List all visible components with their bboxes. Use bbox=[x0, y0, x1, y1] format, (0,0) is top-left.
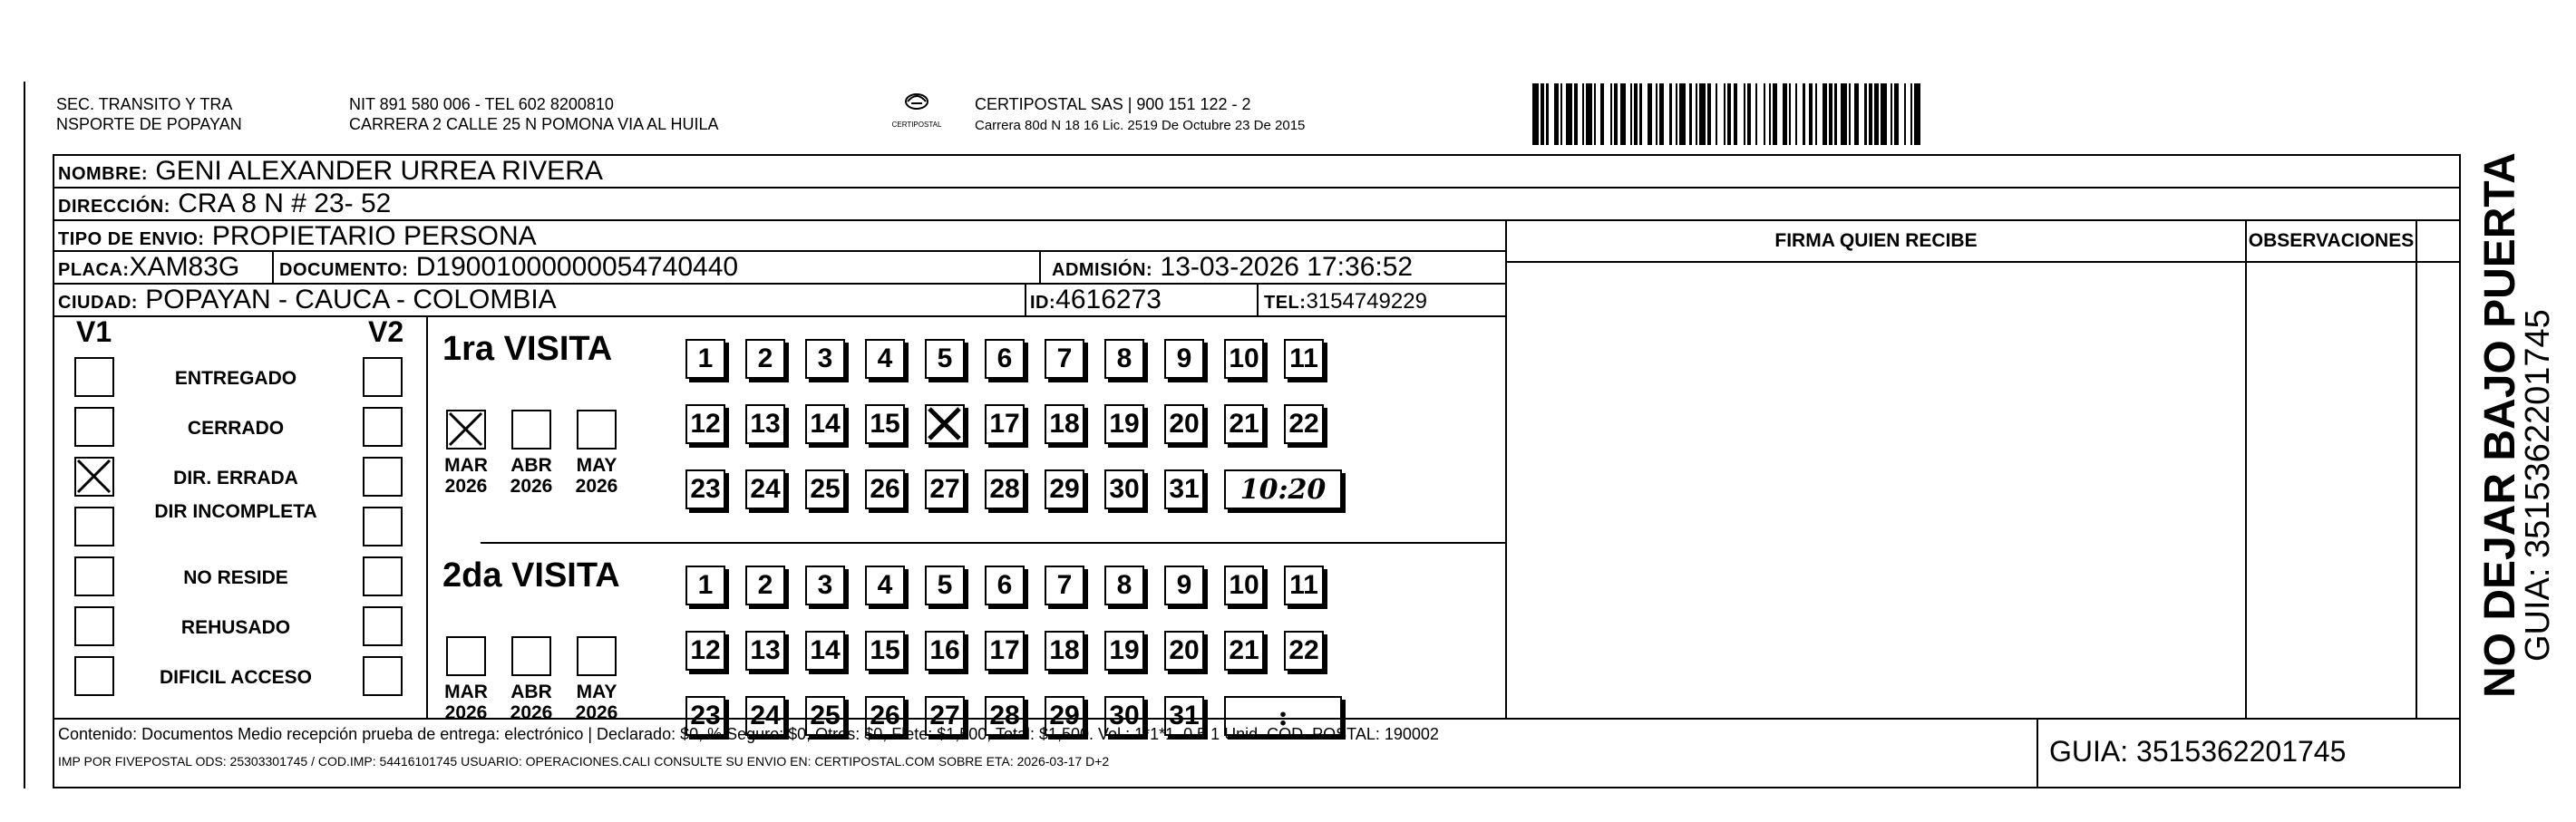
second-visit-day-box[interactable]: 10 bbox=[1224, 566, 1264, 605]
second-visit-month-label: MAR 2026 bbox=[444, 682, 488, 723]
footer-imp-line: IMP POR FIVEPOSTAL ODS: 25303301745 / COD.IMP: 54416101745 USUARIO: OPERACIONES.CALI CONSULTE SU ENVIO EN: CERTIPOSTAL.COM SOBRE ETA: 2026-03-17 D+2 bbox=[58, 754, 1110, 769]
rule bbox=[1257, 283, 1259, 315]
side-warning: NO DEJAR BAJO PUERTA bbox=[2476, 152, 2524, 698]
first-visit-day-box[interactable]: 5 bbox=[925, 339, 965, 379]
first-visit-day-box[interactable]: 31 bbox=[1164, 469, 1204, 509]
second-visit-day-box[interactable]: 22 bbox=[1284, 631, 1324, 671]
second-visit-day-box[interactable]: 2 bbox=[745, 566, 785, 605]
first-visit-day-box[interactable] bbox=[925, 404, 965, 444]
first-visit-day-box[interactable]: 28 bbox=[985, 469, 1025, 509]
nombre-row: NOMBRE: GENI ALEXANDER URREA RIVERA bbox=[58, 156, 603, 186]
delivery-form bbox=[53, 154, 2461, 788]
first-visit-day-box[interactable]: 25 bbox=[805, 469, 845, 509]
barcode-gap bbox=[1737, 83, 1744, 145]
barcode-gap bbox=[1549, 83, 1555, 145]
barcode-bar bbox=[1679, 83, 1686, 145]
sender-line-1: SEC. TRANSITO Y TRA bbox=[56, 95, 233, 113]
first-visit-month-checkbox[interactable] bbox=[511, 410, 551, 450]
first-visit-day-box[interactable]: 23 bbox=[685, 469, 725, 509]
status-option-label: DIFICIL ACCESO bbox=[159, 667, 312, 688]
sender-line-2: NSPORTE DE POPAYAN bbox=[56, 115, 242, 133]
observaciones-header: OBSERVACIONES bbox=[2248, 230, 2415, 251]
company-line-1: CERTIPOSTAL SAS | 900 151 122 - 2 bbox=[975, 95, 1251, 113]
second-visit-day-box[interactable]: 9 bbox=[1164, 566, 1204, 605]
guia-box: GUIA: 3515362201745 bbox=[2049, 735, 2347, 768]
tel-field: TEL:3154749229 bbox=[1264, 289, 1427, 314]
v2-checkbox[interactable] bbox=[363, 556, 403, 596]
second-visit-day-box[interactable]: 21 bbox=[1224, 631, 1264, 671]
v1-checkbox[interactable] bbox=[74, 606, 114, 646]
barcode-bar bbox=[1881, 83, 1887, 145]
tipo-envio-row: TIPO DE ENVIO: PROPIETARIO PERSONA bbox=[58, 221, 537, 251]
second-visit-day-box[interactable]: 18 bbox=[1045, 631, 1084, 671]
rule bbox=[2416, 219, 2417, 718]
first-visit-day-box[interactable]: 1 bbox=[685, 339, 725, 379]
first-visit-month-label: ABR 2026 bbox=[510, 455, 553, 497]
second-visit-day-box[interactable]: 30 bbox=[1104, 696, 1144, 736]
v2-checkbox[interactable] bbox=[363, 407, 403, 447]
v2-checkbox[interactable] bbox=[363, 357, 403, 397]
placa-field: PLACA:XAM83G bbox=[58, 252, 240, 282]
second-visit-day-box[interactable]: 6 bbox=[985, 566, 1025, 605]
second-visit-month-label: MAY 2026 bbox=[575, 682, 618, 723]
barcode-gap bbox=[1797, 83, 1803, 145]
barcode-bar bbox=[1586, 83, 1592, 145]
second-visit-day-box[interactable]: 29 bbox=[1045, 696, 1084, 736]
first-visit-month-checkbox[interactable] bbox=[577, 410, 617, 450]
second-visit-day-box[interactable]: 13 bbox=[745, 631, 785, 671]
barcode-bar bbox=[1620, 83, 1627, 145]
v1-checkbox[interactable] bbox=[74, 407, 114, 447]
company-line-2: Carrera 80d N 18 16 Lic. 2519 De Octubre 23 De 2015 bbox=[975, 118, 1306, 133]
barcode-bar bbox=[1699, 83, 1706, 145]
second-visit-month-checkbox[interactable] bbox=[577, 636, 617, 676]
v2-checkbox[interactable] bbox=[363, 656, 403, 696]
barcode-gap bbox=[1899, 83, 1905, 145]
first-visit-day-box[interactable]: 8 bbox=[1104, 339, 1144, 379]
rule bbox=[1505, 261, 2459, 263]
v1-checkbox[interactable] bbox=[74, 507, 114, 546]
id-field: ID:4616273 bbox=[1030, 285, 1162, 314]
v1-checkbox[interactable] bbox=[74, 656, 114, 696]
barcode-gap bbox=[1757, 83, 1764, 145]
status-option-label: NO RESIDE bbox=[183, 567, 288, 588]
first-visit-day-box[interactable]: 24 bbox=[745, 469, 785, 509]
second-visit-month-checkbox[interactable] bbox=[446, 636, 486, 676]
first-visit-day-box[interactable]: 14 bbox=[805, 404, 845, 444]
v1-checkbox[interactable] bbox=[74, 357, 114, 397]
second-visit-day-box[interactable]: 14 bbox=[805, 631, 845, 671]
second-visit-day-box[interactable]: 8 bbox=[1104, 566, 1144, 605]
direccion-row: DIRECCIÓN: CRA 8 N # 23- 52 bbox=[58, 189, 392, 218]
rule bbox=[481, 542, 1505, 544]
v2-checkbox[interactable] bbox=[363, 457, 403, 497]
left-edge-line bbox=[24, 82, 25, 788]
rule bbox=[1505, 219, 1507, 718]
barcode-gap bbox=[1859, 83, 1865, 145]
v2-checkbox[interactable] bbox=[363, 507, 403, 546]
status-option-label: ENTREGADO bbox=[174, 368, 297, 389]
barcode-gap bbox=[1664, 83, 1670, 145]
first-visit-day-box[interactable]: 13 bbox=[745, 404, 785, 444]
first-visit-day-box[interactable]: 7 bbox=[1045, 339, 1084, 379]
barcode bbox=[1532, 83, 2267, 145]
status-option-label: DIR INCOMPLETA bbox=[154, 501, 317, 522]
first-visit-day-box[interactable]: 15 bbox=[865, 404, 905, 444]
first-visit-day-box[interactable]: 17 bbox=[985, 404, 1025, 444]
second-visit-day-box[interactable]: 19 bbox=[1104, 631, 1144, 671]
first-visit-day-box[interactable]: 19 bbox=[1104, 404, 1144, 444]
first-visit-day-box[interactable]: 29 bbox=[1045, 469, 1084, 509]
first-visit-day-box[interactable]: 18 bbox=[1045, 404, 1084, 444]
first-visit-day-box[interactable]: 2 bbox=[745, 339, 785, 379]
first-visit-month-checkbox[interactable] bbox=[446, 410, 486, 450]
barcode-gap bbox=[1817, 83, 1823, 145]
admision-field: ADMISIÓN: 13-03-2026 17:36:52 bbox=[1052, 252, 1414, 282]
barcode-bar bbox=[1566, 83, 1572, 145]
second-visit-day-box[interactable]: 23 bbox=[685, 696, 725, 736]
first-visit-day-box[interactable]: 6 bbox=[985, 339, 1025, 379]
barcode-bar bbox=[1914, 83, 1920, 145]
barcode-gap bbox=[1717, 83, 1724, 145]
second-visit-day-box[interactable]: 5 bbox=[925, 566, 965, 605]
first-visit-day-box[interactable]: 21 bbox=[1224, 404, 1264, 444]
footer-content-line: Contenido: Documentos Medio recepción prueba de entrega: electrónico | Declarado: $0, % Seguro: $0, Otros: $0, Flete: $1,500, Total: $1,500. Vol.: 1*1*1. 0.5 1 Unid. COD. POSTAL: 190002 bbox=[58, 725, 1439, 743]
barcode-bar bbox=[1532, 83, 1539, 145]
barcode-gap bbox=[1604, 83, 1610, 145]
v1-checkbox[interactable] bbox=[74, 556, 114, 596]
second-visit-title: 2da VISITA bbox=[442, 556, 620, 595]
second-visit-month-label: ABR 2026 bbox=[510, 682, 553, 723]
second-visit-day-box[interactable]: 31 bbox=[1164, 696, 1204, 736]
second-visit-month-checkbox[interactable] bbox=[511, 636, 551, 676]
second-visit-day-box[interactable]: 20 bbox=[1164, 631, 1204, 671]
second-visit-day-box[interactable]: 17 bbox=[985, 631, 1025, 671]
first-visit-day-box[interactable]: 10 bbox=[1224, 339, 1264, 379]
rule bbox=[2036, 718, 2038, 787]
first-visit-title: 1ra VISITA bbox=[442, 330, 613, 368]
svg-text:CERTIPOSTAL: CERTIPOSTAL bbox=[891, 121, 942, 129]
second-visit-day-box[interactable]: 24 bbox=[745, 696, 785, 736]
first-visit-day-box[interactable]: 4 bbox=[865, 339, 905, 379]
firma-header: FIRMA QUIEN RECIBE bbox=[1774, 230, 1978, 251]
status-option-label: DIR. ERRADA bbox=[173, 468, 298, 488]
ciudad-field: CIUDAD: POPAYAN - CAUCA - COLOMBIA bbox=[58, 285, 557, 314]
v1-label: V1 bbox=[76, 315, 112, 348]
first-visit-month-label: MAR 2026 bbox=[444, 455, 488, 497]
status-option-label: REHUSADO bbox=[180, 617, 291, 638]
barcode-gap bbox=[1777, 83, 1784, 145]
rule bbox=[272, 250, 274, 283]
nit-line-1: NIT 891 580 006 - TEL 602 8200810 bbox=[349, 95, 614, 113]
first-visit-day-box[interactable]: 9 bbox=[1164, 339, 1204, 379]
second-visit-day-box[interactable]: 11 bbox=[1284, 566, 1324, 605]
first-visit-day-box[interactable]: 11 bbox=[1284, 339, 1324, 379]
status-option-label: CERRADO bbox=[187, 418, 285, 439]
documento-field: DOCUMENTO: D19001000000054740440 bbox=[279, 252, 739, 282]
barcode-bar bbox=[1841, 83, 1847, 145]
certipostal-logo bbox=[884, 87, 949, 138]
first-visit-day-box[interactable]: 30 bbox=[1104, 469, 1144, 509]
first-visit-day-box[interactable]: 27 bbox=[925, 469, 965, 509]
first-visit-day-box[interactable]: 26 bbox=[865, 469, 905, 509]
first-visit-month-label: MAY 2026 bbox=[575, 455, 618, 497]
v2-checkbox[interactable] bbox=[363, 606, 403, 646]
side-guia: GUIA: 3515362201745 bbox=[2519, 309, 2557, 662]
second-visit-day-box[interactable]: 4 bbox=[865, 566, 905, 605]
v1-checkbox[interactable] bbox=[74, 457, 114, 497]
first-visit-day-box[interactable]: 20 bbox=[1164, 404, 1204, 444]
v2-label: V2 bbox=[368, 315, 404, 348]
second-visit-day-box[interactable]: 26 bbox=[865, 696, 905, 736]
second-visit-day-box[interactable]: 25 bbox=[805, 696, 845, 736]
barcode-gap bbox=[1642, 83, 1648, 145]
first-visit-day-box[interactable]: 22 bbox=[1284, 404, 1324, 444]
rule bbox=[2245, 219, 2247, 718]
second-visit-day-box[interactable]: 15 bbox=[865, 631, 905, 671]
second-visit-day-box[interactable]: 7 bbox=[1045, 566, 1084, 605]
rule bbox=[1025, 283, 1026, 315]
second-visit-day-box[interactable]: 3 bbox=[805, 566, 845, 605]
rule bbox=[426, 315, 428, 718]
second-visit-day-box[interactable]: 27 bbox=[925, 696, 965, 736]
second-visit-day-box[interactable]: 16 bbox=[925, 631, 965, 671]
first-visit-day-box[interactable]: 12 bbox=[685, 404, 725, 444]
second-visit-day-box[interactable]: 28 bbox=[985, 696, 1025, 736]
first-visit-day-box[interactable]: 3 bbox=[805, 339, 845, 379]
nit-line-2: CARRERA 2 CALLE 25 N POMONA VIA AL HUILA bbox=[349, 115, 719, 133]
first-visit-time-box[interactable]: 10:20 bbox=[1224, 469, 1342, 509]
second-visit-day-box[interactable]: 12 bbox=[685, 631, 725, 671]
rule bbox=[1039, 250, 1041, 283]
second-visit-time-box[interactable]: : bbox=[1224, 696, 1342, 736]
second-visit-day-box[interactable]: 1 bbox=[685, 566, 725, 605]
